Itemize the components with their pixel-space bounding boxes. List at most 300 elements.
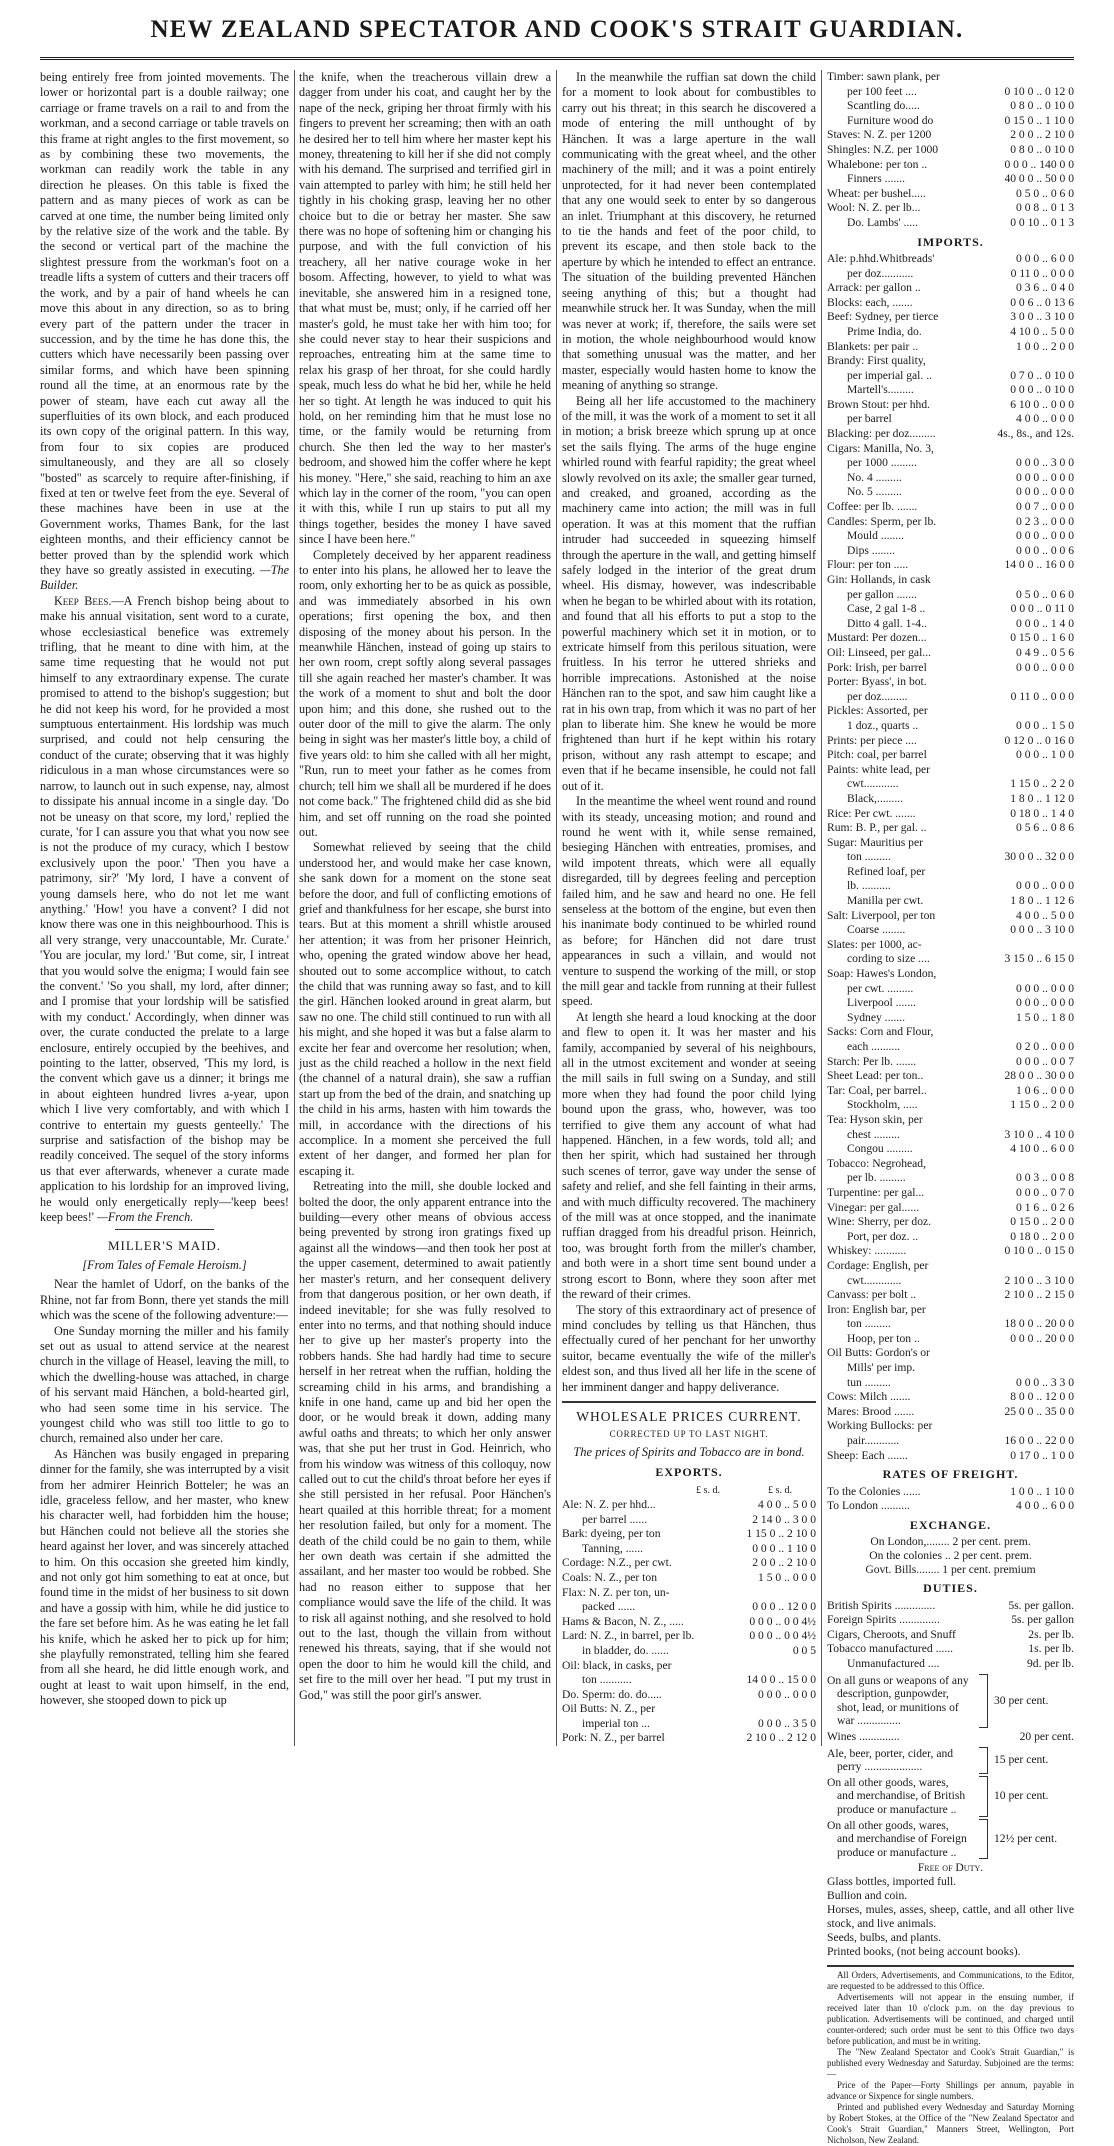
price-row xyxy=(827,792,1074,807)
price-item: Pickles: Assorted, per xyxy=(827,704,928,718)
column-divider xyxy=(556,70,557,1746)
price-value: 14 0 0 .. 15 0 0 xyxy=(746,1673,816,1687)
price-row xyxy=(827,1599,1074,1614)
price-row xyxy=(827,398,1074,413)
article-paragraph: In the meanwhile the ruffian sat down the child for a moment to look about for combustibles to carry out his threat; in this search he discovered a mode of entering the mill unthought of by Hänchen. It was a large aperture in the wall communicating with the great wheel, and the other machinery of the mill; and it was a point entirely unprotected, for it had never been contemplated that any one would seek to enter by so dangerous an inlet. Triumphant at this discovery, he returned to tie the hands and feet of the poor child, to prevent its escape, and then stole back to the aperture by which he intended to effect an entrance. The situation of the building prevented Hänchen seeing anything of this; but a thought had meanwhile struck her. It was Sunday, when the mill was never at work; if, therefore, the sails were set in motion, the whole neighbourhood would know that something unusual was the matter, and her master, especially would hasten home to know the meaning of anything so strange. xyxy=(562,70,816,393)
article-paragraph: the knife, when the treacherous villain drew a dagger from under his coat, and caught her by the nape of the neck, griping her throat firmly with his fingers to prevent her screaming; then with an oath he desired her to tell him where her master kept his money, threatening to kill her if she did not comply with his demand. The surprised and terrified girl in vain attempted to parley with him; he still held her tightly in his choking grasp, leaving her no other choice but to die or betray her master. She saw there was no hope of softening him or changing his purpose, and with the full conviction of his treachery, all her native courage woke in her bosom. Affecting, however, to yield to what was inevitable, she answered him in a resigned tone, that what must be, must; only, if he carried off her master's gold, he must take her with him too; for she could never stay to hear their suspicions and reproaches, entreating him at the same time to relax his grasp of her throat, for she could hardly speak, much less do what he bid her, while he held her so tight. At length he was induced to quit his hold, on her reminding him that he must lose no time, or the family would be returning from church. She then led the way to her master's bedroom, and showed him the coffer where he kept his money. "Here," she said, reaching to him an axe which lay in the corner of the room, "you can open it with this, while I run up stairs to put all my things together, besides the money I have saved since I have been here." xyxy=(299,70,551,547)
freight-table xyxy=(827,1485,1074,1514)
price-row xyxy=(827,1376,1074,1391)
price-value: 5s. per gallon. xyxy=(1008,1598,1074,1612)
price-value: 0 0 0 .. 3 3 0 xyxy=(1016,1375,1074,1389)
price-row xyxy=(827,952,1074,967)
price-row xyxy=(827,923,1074,938)
price-value: 0 0 6 .. 0 13 6 xyxy=(1010,295,1074,309)
price-row xyxy=(827,1361,1074,1376)
price-value: 2 10 0 .. 2 15 0 xyxy=(1004,1288,1074,1302)
price-item: Vinegar: per gal...... xyxy=(827,1200,920,1214)
exports-heading: EXPORTS. xyxy=(655,1465,723,1480)
price-item: Stockholm, ..... xyxy=(847,1098,918,1112)
price-value: 0 5 6 .. 0 8 6 xyxy=(1016,821,1074,835)
article-paragraph: Completely deceived by her apparent readiness to enter into his plans, he allowed her to leave the room, only exhorting her to be as quick as possible, and was immediately absorbed in his own operations; first opening the box, and then disposing of the money about his person. In the meanwhile Hänchen, instead of going up stairs to her own room, crept softly along several passages till she again reached her master's chamber. It was the work of a moment to shut and bolt the door upon him; and this done, she rushed out to the outer door of the mill to give the alarm. The only being in sight was her master's little boy, a child of five years old: to him she called with all her might, "Run, run to meet your father as he comes from church; tell him we shall all be murdered if he does not come back." The frightened child did as she bid him, and set off running on the road she pointed out. xyxy=(299,547,551,839)
price-item: Turpentine: per gal... xyxy=(827,1185,925,1199)
price-value: 1 15 0 .. 2 2 0 xyxy=(1010,777,1074,791)
price-value: 0 0 0 .. 0 11 0 xyxy=(1010,602,1074,616)
price-row xyxy=(827,763,1074,778)
price-row xyxy=(562,1629,816,1644)
price-value: 0 0 0 .. 0 0 0 xyxy=(1016,470,1074,484)
price-item: Scantling do..... xyxy=(847,99,920,113)
section-rule xyxy=(115,1229,215,1230)
price-item: Cordage: N.Z., per cwt. xyxy=(562,1556,672,1570)
price-item: To London .......... xyxy=(827,1499,910,1513)
price-item: packed ...... xyxy=(582,1600,636,1614)
price-row xyxy=(827,412,1074,427)
price-row xyxy=(827,1084,1074,1099)
article-paragraph: Keep Bees.—A French bishop being about to make his annual visitation, sent word to a curate, whose ecclesiastical benefice was extremely trifling, that he meant to dine with him, at the same time requesting that he would not put himself to any extraordinary expense. The curate promised to attend to the bishop's suggestion; but he did not keep his word, for he provided a most sumptuous entertainment. His lordship was much surprised, and could not help censuring the conduct of the curate; observing that it was highly ridiculous in a man whose circumstances were so narrow, to launch out in such expense, nay, almost to dissipate his annual income in a single day. 'Do not be uneasy on that score, my lord,' replied the curate, 'for I can assure you that what you now see is not the produce of my curacy, which I bestow exclusively upon the poor.' 'Then you have a patrimony, sir?' 'My lord, I have a convent of young damsels here, who do not let me want anything.' 'How! you have a convent? I did not know there was one in this neighbourhood. This is all very strange, very unaccountable, Mr. Curate.' 'You are jocular, my lord.' 'But come, sir, I intreat that you would solve the enigma; I would fain see the convent.' 'So you shall, my lord, after dinner; and I promise that your lordship will be satisfied with my conduct.' Accordingly, when dinner was over, the curate conducted the prelate to a large enclosure, entirely occupied by the beehives, and pointing to the latter, observed, 'This my lord, is the convent which gave us a dinner; it brings me in about eighteen hundred livres a-year, upon which I live very comfortably, and with which I contrive to entertain my guests genteelly.' The surprise and satisfaction of the bishop may be readily conceived. The sequel of the story informs us that ever afterwards, whenever a curate made application to his lordship for an improved living, he would only energetically reply—'keep bees! keep bees!' —From the French. xyxy=(40,593,289,1225)
price-item: Coarse ........ xyxy=(847,923,906,937)
price-row xyxy=(827,201,1074,216)
price-value: 9d. per lb. xyxy=(1026,1657,1074,1670)
price-row xyxy=(827,172,1074,187)
price-item: Wool: N. Z. per lb... xyxy=(827,201,921,215)
price-row xyxy=(827,1040,1074,1055)
price-item: cwt............. xyxy=(847,1273,902,1287)
price-row xyxy=(827,1113,1074,1128)
price-item: ton ........... xyxy=(582,1673,632,1687)
price-row xyxy=(827,544,1074,559)
price-value: 4 0 0 .. 6 0 0 xyxy=(1016,1499,1074,1513)
price-value: 0 0 0 .. 3 10 0 xyxy=(1010,923,1074,937)
price-item: Ale: N. Z. per hhd... xyxy=(562,1497,656,1511)
price-row xyxy=(827,1157,1074,1172)
price-item: Tobacco: Negrohead, xyxy=(827,1156,926,1170)
price-item: Oil: Linseed, per gal... xyxy=(827,645,931,659)
price-item: pair............ xyxy=(847,1434,900,1448)
price-row xyxy=(827,1128,1074,1143)
price-value: 4 10 0 .. 6 0 0 xyxy=(1010,1142,1074,1156)
price-row xyxy=(827,296,1074,311)
price-value: 0 3 6 .. 0 4 0 xyxy=(1016,281,1074,295)
article-paragraph: Retreating into the mill, she double locked and bolted the door, the only apparent entrance into the building—every other means of obvious access being prevented by strong iron gratings fixed up against all the windows—and then took her post at the upper casement, determined to await patiently her master's return, and her consequent delivery from that dangerous position, or her own death, if indeed inevitable; for she was fully resolved to enter into no terms, and that nothing should induce her to give up her master's property into the robbers hands. She had hardly had time to secure herself in her retreat when the ruffian, holding the screaming child in his arms, and brandishing a knife in one hand, came up and bid her open the door, or he would break it down, adding many awful oaths and threats; to which her only answer was, that she put her trust in God. Heinrich, who from his window was witness of this colloquy, now called out to cut the child's throat before her eyes if she still persisted in her refusal. Poor Hänchen's heart quailed at this horrible threat; for a moment her resolution failed, but only for a moment. The death of the child could be no gain to them, while her own death was certain if she admitted the assailant, and her master too would be robbed. She had no reason either to suppose that her compliance would save the life of the child. It was to risk all against nothing, and she resolved to hold out to the last, though the villain from without renewed his threats, saying, that if she would not open the door to him he would kill the child, and set fire to the mill over her head. "I put my trust in God," was still the poor girl's answer. xyxy=(299,1179,551,1702)
price-value: 5s. per gallon xyxy=(1011,1613,1074,1627)
price-row xyxy=(827,909,1074,924)
price-item: per 100 feet .... xyxy=(847,84,917,98)
price-item: Gin: Hollands, in cask xyxy=(827,573,931,586)
price-row xyxy=(827,675,1074,690)
price-value: 0 0 0 .. 20 0 0 xyxy=(1010,1331,1074,1345)
price-row xyxy=(827,894,1074,909)
price-row xyxy=(827,704,1074,719)
price-row xyxy=(827,310,1074,325)
price-item: Brandy: First quality, xyxy=(827,354,926,368)
price-row xyxy=(827,281,1074,296)
price-value: 0 0 5 xyxy=(792,1643,816,1657)
price-row xyxy=(827,99,1074,114)
price-value: 6 10 0 .. 0 0 0 xyxy=(1010,397,1074,411)
price-item: Coals: N. Z., per ton xyxy=(562,1570,657,1584)
price-row xyxy=(827,588,1074,603)
price-row xyxy=(827,1230,1074,1245)
price-row xyxy=(827,325,1074,340)
price-item: Cows: Milch ....... xyxy=(827,1390,911,1404)
masthead-title: NEW ZEALAND SPECTATOR AND COOK'S STRAIT GUARDIAN. xyxy=(150,16,964,43)
price-row xyxy=(562,1673,816,1688)
price-value: 1 5 0 .. 1 8 0 xyxy=(1016,1010,1074,1024)
price-item: Blacking: per doz......... xyxy=(827,427,936,441)
column-2 xyxy=(299,70,551,1746)
price-item: Pitch: coal, per barrel xyxy=(827,748,927,762)
price-item: Brown Stout: per hhd. xyxy=(827,397,931,411)
price-row xyxy=(562,1659,816,1674)
price-value: 2 0 0 .. 2 10 0 xyxy=(1010,128,1074,142)
section-rule xyxy=(562,1401,816,1403)
price-row xyxy=(562,1542,816,1557)
price-row xyxy=(827,646,1074,661)
duties-heading: DUTIES. xyxy=(923,1581,978,1596)
price-row xyxy=(562,1702,816,1717)
price-item: per imperial gal. .. xyxy=(847,368,932,382)
price-item: Hams & Bacon, N. Z., ..... xyxy=(562,1614,684,1628)
price-item: Mills' per imp. xyxy=(847,1361,916,1375)
price-value: 0 15 0 .. 1 10 0 xyxy=(1004,113,1074,127)
price-row xyxy=(827,456,1074,471)
price-value: 1 15 0 .. 2 10 0 xyxy=(746,1527,816,1541)
price-item: 1 doz., quarts .. xyxy=(847,718,919,732)
exports-table xyxy=(562,1498,816,1746)
price-item: Bark: dyeing, per ton xyxy=(562,1527,661,1541)
price-row xyxy=(827,1613,1074,1628)
price-item: lb. .......... xyxy=(847,879,891,893)
article-paragraph: The story of this extraordinary act of presence of mind concludes by telling us that Hänchen, thus effectually cured of her penchant for her unworthy suitor, became eventually the wife of the miller's eldest son, and thus lived all her life in the scene of her imminent danger and happy deliverance. xyxy=(562,1302,816,1394)
price-item: tun ......... xyxy=(847,1375,891,1389)
price-row xyxy=(827,602,1074,617)
price-item: Staves: N. Z. per 1200 xyxy=(827,128,932,142)
price-item: Ale: p.hhd.Whitbreads' xyxy=(827,251,935,265)
price-value: 0 7 0 .. 0 10 0 xyxy=(1010,368,1074,382)
price-row xyxy=(827,1332,1074,1347)
price-item: Wine: Sherry, per doz. xyxy=(827,1215,932,1229)
exchange-line: On the colonies .. 2 per cent. prem. xyxy=(869,1549,1032,1563)
price-item: Unmanufactured .... xyxy=(847,1657,940,1670)
price-item: Dips ........ xyxy=(847,543,895,557)
price-row xyxy=(827,1642,1074,1657)
article-paragraph: As Hänchen was busily engaged in preparing dinner for the family, she was interrupted by a visit from her admirer Heinrich Botteler; he was an idle, graceless fellow, and her master, who knew his character well, had forbidden him the house; but Hänchen could not believe all the stories she heard against her lover, and was sincerely attached to him. On this occasion she greeted him kindly, and not only got him something to eat at once, but found time in the midst of her business to sit down and have a gossip with him, while he did justice to the fare set before him. As he was eating he let fall his knife, which he asked her to pick up for him; she playfully remonstrated, telling him she feared from all she heard, he did little enough work, and ought at least to wait upon himself, in the end, however, she stooped down to pick up xyxy=(40,1446,289,1708)
price-value: 0 0 0 .. 3 5 0 xyxy=(758,1716,816,1730)
price-row xyxy=(562,1717,816,1732)
price-item: Arrack: per gallon .. xyxy=(827,281,921,295)
price-item: cording to size .... xyxy=(847,952,930,966)
price-row xyxy=(827,187,1074,202)
story-title: MILLER'S MAID. xyxy=(107,1238,222,1254)
price-value: 0 0 0 .. 0 0 4½ xyxy=(749,1614,816,1628)
article-paragraph: One Sunday morning the miller and his family set out as usual to attend service at the nearest church in the village of Heasel, leaving the mill, to which the dwelling-house was attached, in charge of his servant maid Hänchen, a bold-hearted girl, who had seen some time in his service. The youngest child who was still too little to go to church, remained also under her care. xyxy=(40,1323,289,1446)
article-paragraph: Being all her life accustomed to the machinery of the mill, it was the work of a moment to set it all in motion; a brisk breeze which sprung up at once set the sails flying. The arms of the huge engine whirled round with fearful rapidity; the great wheel slowly revolved on its axle; the smaller gear turned, and creaked, and groaned, according as the machinery came into action; the mill was in full operation. It was at this moment that the ruffian intruder had succeeded in squeezing himself through the aperture in the wall, and getting himself safely lodged in the interior of the great drum wheel. His dismay, however, was indescribable when he began to be whirled about with its rotation, and found that all his efforts to put a stop to the powerful machinery which set it in motion, or to extricate himself from this perilous situation, were fruitless. In his terror he uttered shrieks and horrible imprecations. Astonished at the noise Hänchen ran to the spot, and saw him caught like a rat in his own trap, from which it was no part of her plan to liberate him. She knew he would be more frightened than hurt if he kept within his rotary prison, without any rash attempt to escape; and even that if he became insensible, he could not fall out of it. xyxy=(562,393,816,793)
price-row xyxy=(562,1688,816,1703)
price-item: chest ......... xyxy=(847,1127,900,1141)
price-value: 0 12 0 .. 0 16 0 xyxy=(1004,733,1074,747)
price-item: Canvass: per bolt .. xyxy=(827,1288,917,1302)
article-paragraph: In the meantime the wheel went round and round with its steady, unceasing motion; and round and round he went with it, while sense remained, besieging Hänchen with entreaties, promises, and wild impotent threats, which were all equally disregarded, till by degrees feeling and perception failed him, and he saw and heard no one. He fell senseless at the bottom of the engine, but even then his inanimate body continued to be whirled round as before; for Hänchen did not dare trust appearances in such a villain, and would not venture to suspend the working of the mill, or stop the mill gear and tackle from running at their fullest speed. xyxy=(562,794,816,1009)
price-value: 3 10 0 .. 4 10 0 xyxy=(1004,1127,1074,1141)
price-row xyxy=(827,442,1074,457)
price-item: cwt............ xyxy=(847,777,899,791)
prices-bond-note: The prices of Spirits and Tobacco are in bond. xyxy=(573,1444,805,1459)
price-row xyxy=(562,1586,816,1601)
price-item: Mustard: Per dozen... xyxy=(827,631,927,645)
price-item: Black,......... xyxy=(847,791,904,805)
article-paragraph: being entirely free from jointed movements. The lower or horizontal part is a double railway; one carriage or frame travels on a rail to and from the workman, and a second carriage or table travels on this frame at right angles to the first movement, so as by combining these two movements, the workman can readily work the table in any direction he pleases. On this table is fixed the pattern and as many pieces of work as can be carved at one time, the number being limited only by the relative size of the work and the table. By the second or vertical part of the machine the slightest pressure from the workman's foot on a treadle lifts a system of cutters and their tracers off the work, and by a pair of hand wheels he can move this about in any direction, so as to bring every part of the pattern under the tracer in succession, and by the time he has done this, the cutters which have necessarily been passing over similar forms, and which have been spinning round all the time, at an enormous rate by the power of steam, have each cut away all the superfluities of its own block, and each produced its own copy of the original pattern. In this way, from four to six copies are produced simultaneously, and they are all so closely "bosted" as scarcely to require after-finishing, if fixed at ten or twelve feet from the eye. Several of these machines have been in use at the Government works, Thames Bank, for the last eighteen months, and their efficiency cannot be better proved than by the splendid work which they have so greatly assisted in executing. —The Builder. xyxy=(40,70,290,593)
price-row xyxy=(827,1098,1074,1113)
article-paragraph: At length she heard a loud knocking at the door and flew to open it. It was her master and his family, accompanied by several of his neighbours, all in the utmost excitement and wonder at seeing the mill sails in full swing on a Sunday, and still more when they had found the poor child lying bound upon the grass, who, however, was too terrified to give them any account of what had happened. Hänchen, in a few words, told all; and then her spirit, which had sustained her through such scenes of terror, gave way under the sense of safety and relief, and she fell fainting in their arms, and with much difficulty recovered. The machinery of the mill was at once stopped, and the inanimate ruffian dragged from his dreadful prison. Heinrich, too, was brought forth from the miller's chamber, and both were in a short time sent bound under a strong escort to Bonn, where they soon after met the reward of their crimes. xyxy=(562,1009,816,1302)
price-item: Shingles: N.Z. per 1000 xyxy=(827,142,939,156)
price-value: 0 0 0 .. 0 7 0 xyxy=(1016,1185,1074,1199)
price-row xyxy=(827,1405,1074,1420)
price-item: No. 5 ......... xyxy=(847,485,902,499)
price-item: Liverpool ....... xyxy=(847,996,916,1010)
price-row xyxy=(827,982,1074,997)
duty-row: Wines .............. 20 per cent. xyxy=(827,1729,1074,1743)
price-row xyxy=(562,1571,816,1586)
price-row xyxy=(827,471,1074,486)
price-item: Sacks: Corn and Flour, xyxy=(827,1025,934,1039)
price-value: 30 0 0 .. 32 0 0 xyxy=(1004,850,1074,864)
price-item: Manilla per cwt. xyxy=(847,894,924,908)
duty-group: On all other goods, wares, and merchandise of Foreign produce or manufacture .. 12½ per cent. xyxy=(827,1818,1058,1859)
price-row xyxy=(827,777,1074,792)
price-row xyxy=(562,1615,816,1630)
price-item: Timber: sawn plank, per xyxy=(827,70,940,83)
price-value: 0 0 0 .. 0 0 0 xyxy=(1016,529,1074,543)
duties-table xyxy=(827,1599,1074,1672)
price-item: ton ......... xyxy=(847,1317,891,1331)
price-row xyxy=(827,1142,1074,1157)
price-value: 0 0 0 .. 1 0 0 xyxy=(1016,748,1074,762)
price-row xyxy=(827,1499,1074,1514)
price-item: Cigars: Manilla, No. 3, xyxy=(827,441,934,455)
price-row xyxy=(562,1556,816,1571)
price-row xyxy=(827,1011,1074,1026)
price-row xyxy=(827,734,1074,749)
price-item: Blankets: per pair .. xyxy=(827,339,919,353)
price-value: 0 0 0 .. 0 0 6 xyxy=(1016,543,1074,557)
price-item: Oil Butts: N. Z., per xyxy=(562,1702,656,1716)
price-row xyxy=(827,128,1074,143)
price-item: Beef: Sydney, per tierce xyxy=(827,310,939,324)
price-row xyxy=(827,719,1074,734)
price-item: Wheat: per bushel..... xyxy=(827,186,926,200)
publisher-notice: All Orders, Advertisements, and Communications, to the Editor, are requested to be addressed to this Office. Advertisements will not appear in the ensuing number, if received later than 10 o'clock p.m. on the day previous to publication. Advertisements will be continued, and charged until counter-ordered; such order must be sent to this Office two days before publication, and must be in writing. The "New Zealand Spectator and Cook's Strait Guardian," is published every Wednesday and Saturday. Subjoined are the terms:— Price of the Paper—Forty Shillings per annum, payable in advance or Sixpence for single numbers. Printed and published every Wednesday and Saturday Morning by Robert Stokes, at the Office of the "New Zealand Spectator and Cook's Strait Guardian," Manners Street, Wellington, Port Nicholson, New Zealand. xyxy=(827,1965,1074,2146)
free-item: Horses, mules, asses, sheep, cattle, and all other live stock, and live animals. xyxy=(827,1903,1074,1931)
exchange-list xyxy=(827,1535,1074,1577)
price-value: 4s., 8s., and 12s. xyxy=(997,427,1074,441)
price-value: 0 8 0 .. 0 10 0 xyxy=(1010,99,1074,113)
price-value: 18 0 0 .. 20 0 0 xyxy=(1004,1317,1074,1331)
price-item: Ditto 4 gall. 1-4.. xyxy=(847,616,927,630)
price-value: 0 0 0 .. 0 0 0 xyxy=(1016,996,1074,1010)
price-value: 4 0 0 .. 5 0 0 xyxy=(1016,908,1074,922)
price-item: imperial ton ... xyxy=(582,1716,650,1730)
price-row xyxy=(827,967,1074,982)
price-value: 0 0 3 .. 0 0 8 xyxy=(1016,1171,1074,1185)
prices-corrected: CORRECTED UP TO LAST NIGHT. xyxy=(609,1429,769,1440)
price-item: Sydney ....... xyxy=(847,1010,905,1024)
free-item: Seeds, bulbs, and plants. xyxy=(827,1931,941,1945)
price-item: Rum: B. P., per gal. .. xyxy=(827,821,927,835)
price-row xyxy=(827,1449,1074,1464)
price-value: 0 0 0 .. 0 0 7 xyxy=(1016,1054,1074,1068)
price-value: 3 15 0 .. 6 15 0 xyxy=(1004,952,1074,966)
price-row xyxy=(827,617,1074,632)
price-row xyxy=(827,216,1074,231)
price-row xyxy=(827,340,1074,355)
price-item: Hoop, per ton .. xyxy=(847,1331,920,1345)
price-value: 0 0 0 .. 12 0 0 xyxy=(752,1600,816,1614)
price-item: Refined loaf, per xyxy=(847,864,926,878)
imports-table xyxy=(827,252,1074,1463)
price-item: Do. Lambs' ..... xyxy=(847,215,919,229)
price-value: 1s. per lb. xyxy=(1028,1642,1074,1656)
price-row xyxy=(827,996,1074,1011)
exchange-line: Govt. Bills........ 1 per cent. premium xyxy=(865,1563,1036,1577)
price-value: 0 18 0 .. 1 4 0 xyxy=(1010,806,1074,820)
price-item: Martell's......... xyxy=(847,383,914,397)
column-3 xyxy=(562,70,816,1746)
price-row xyxy=(827,1201,1074,1216)
price-value: 1 15 0 .. 2 0 0 xyxy=(1010,1098,1074,1112)
imports-heading: IMPORTS. xyxy=(917,234,984,249)
price-value: 16 0 0 .. 22 0 0 xyxy=(1004,1434,1074,1448)
price-row xyxy=(827,1434,1074,1449)
article-paragraph: Near the hamlet of Udorf, on the banks of the Rhine, not far from Bonn, there yet stands the mill which was the scene of the following adventure:— xyxy=(40,1277,289,1323)
price-item: Rice: Per cwt. ....... xyxy=(827,806,916,820)
duty-group: On all guns or weapons of any description, gunpowder, shot, lead, or munitions of war ............... 30 per cent. xyxy=(827,1673,1049,1728)
price-value: 2 0 0 .. 2 10 0 xyxy=(752,1556,816,1570)
price-row xyxy=(827,515,1074,530)
price-item: Sheet Lead: per ton.. xyxy=(827,1069,924,1083)
price-value: 40 0 0 .. 50 0 0 xyxy=(1004,172,1074,186)
price-item: Sheep: Each ....... xyxy=(827,1448,908,1462)
masthead xyxy=(40,0,1074,62)
free-item: Printed books, (not being account books). xyxy=(827,1945,1021,1959)
price-value: 0 15 0 .. 1 6 0 xyxy=(1010,631,1074,645)
price-item: No. 4 ......... xyxy=(847,470,902,484)
price-value: 2s. per lb. xyxy=(1028,1627,1074,1641)
price-value: 14 0 0 .. 16 0 0 xyxy=(1004,558,1074,572)
price-value: 4 0 0 .. 5 0 0 xyxy=(758,1497,816,1511)
price-item: To the Colonies ...... xyxy=(827,1484,921,1498)
price-row xyxy=(562,1731,816,1746)
price-row xyxy=(827,748,1074,763)
price-value: 0 5 0 .. 0 6 0 xyxy=(1016,587,1074,601)
exchange-line: On London,........ 2 per cent. prem. xyxy=(870,1535,1031,1549)
price-row xyxy=(562,1644,816,1659)
price-item: Tar: Coal, per barrel.. xyxy=(827,1083,927,1097)
price-value: 0 0 0 .. 0 0 0 xyxy=(758,1687,816,1701)
price-value: 0 0 10 .. 0 1 3 xyxy=(1010,215,1074,229)
duty-group: On all other goods, wares, and merchandise, of British produce or manufacture .. 10 per cent. xyxy=(827,1775,1049,1816)
price-row xyxy=(827,1346,1074,1361)
price-item: ton ......... xyxy=(847,850,891,864)
price-value: 0 11 0 .. 0 0 0 xyxy=(1010,689,1074,703)
free-of-duty-heading: Free of Duty. xyxy=(917,1861,984,1875)
price-row xyxy=(827,850,1074,865)
price-row xyxy=(827,485,1074,500)
price-item: Prints: per piece .... xyxy=(827,733,917,747)
price-row xyxy=(827,938,1074,953)
price-value: 28 0 0 .. 30 0 0 xyxy=(1004,1069,1074,1083)
price-value: 3 0 0 .. 3 10 0 xyxy=(1010,310,1074,324)
price-value: 8 0 0 .. 12 0 0 xyxy=(1010,1390,1074,1404)
price-item: per cwt. ......... xyxy=(847,981,914,995)
price-row xyxy=(827,1055,1074,1070)
price-item: Case, 2 gal 1-8 .. xyxy=(847,602,926,616)
price-item: Working Bullocks: per xyxy=(827,1419,933,1433)
price-item: per lb. ......... xyxy=(847,1171,906,1185)
price-value: 0 0 0 .. 1 10 0 xyxy=(752,1541,816,1555)
price-value: 1 8 0 .. 1 12 0 xyxy=(1010,791,1074,805)
price-value: 1 8 0 .. 1 12 6 xyxy=(1010,894,1074,908)
price-row xyxy=(827,1390,1074,1405)
price-item: Mould ........ xyxy=(847,529,905,543)
price-row xyxy=(827,1186,1074,1201)
price-value: 0 1 6 .. 0 2 6 xyxy=(1016,1200,1074,1214)
price-row xyxy=(562,1527,816,1542)
price-item: Blocks: each, ....... xyxy=(827,295,913,309)
price-value: 1 0 0 .. 1 10 0 xyxy=(1010,1484,1074,1498)
price-row xyxy=(827,836,1074,851)
price-value: 0 2 3 .. 0 0 0 xyxy=(1016,514,1074,528)
price-item: Whalebone: per ton .. xyxy=(827,157,928,171)
price-item: Whiskey: ........... xyxy=(827,1244,907,1258)
price-item: Foreign Spirits .............. xyxy=(827,1613,940,1627)
price-item: Tea: Hyson skin, per xyxy=(827,1112,923,1126)
price-value: 0 4 9 .. 0 5 6 xyxy=(1016,645,1074,659)
price-value: 0 0 0 .. 0 0 0 xyxy=(1016,981,1074,995)
column-1 xyxy=(40,70,289,1746)
price-item: Pork: N. Z., per barrel xyxy=(562,1731,665,1745)
price-item: Pork: Irish, per barrel xyxy=(827,660,927,674)
price-value: 0 5 0 .. 0 6 0 xyxy=(1016,186,1074,200)
price-row xyxy=(827,573,1074,588)
price-item: per barrel xyxy=(847,412,892,426)
price-row xyxy=(827,267,1074,282)
price-row xyxy=(827,1303,1074,1318)
price-row xyxy=(827,865,1074,880)
price-item: Prime India, do. xyxy=(847,324,922,338)
column-divider xyxy=(294,70,295,1746)
price-row xyxy=(562,1498,816,1513)
price-value: 0 0 0 .. 1 5 0 xyxy=(1016,718,1074,732)
price-value: 0 8 0 .. 0 10 0 xyxy=(1010,142,1074,156)
free-item: Glass bottles, imported full. xyxy=(827,1875,957,1889)
price-row xyxy=(827,158,1074,173)
price-row xyxy=(827,427,1074,442)
price-item: British Spirits .............. xyxy=(827,1598,936,1612)
price-row xyxy=(827,1288,1074,1303)
price-row xyxy=(827,821,1074,836)
price-item: in bladder, do. ...... xyxy=(582,1643,669,1657)
price-item: per doz......... xyxy=(847,689,908,703)
price-row xyxy=(827,1069,1074,1084)
price-row xyxy=(827,1317,1074,1332)
price-item: each .......... xyxy=(847,1040,901,1053)
price-item: Flax: N. Z. per ton, un- xyxy=(562,1585,670,1599)
price-item: Candles: Sperm, per lb. xyxy=(827,514,937,528)
price-value: 0 15 0 .. 2 0 0 xyxy=(1010,1215,1074,1229)
price-item: per 1000 ......... xyxy=(847,456,917,470)
price-row xyxy=(827,558,1074,573)
price-row xyxy=(562,1600,816,1615)
